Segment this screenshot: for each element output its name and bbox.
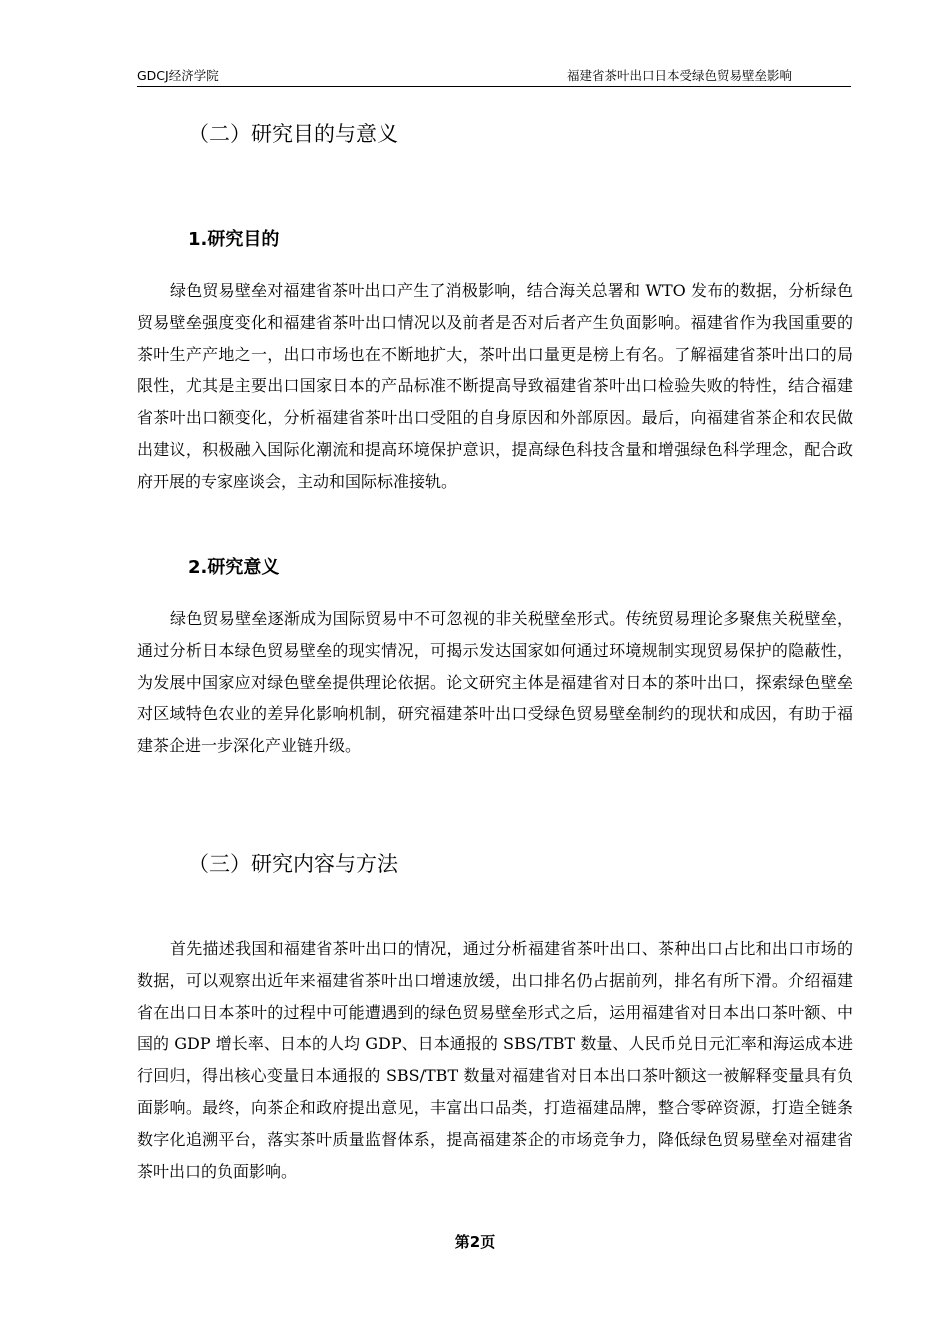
paragraph-purpose: 绿色贸易壁垒对福建省茶叶出口产生了消极影响，结合海关总署和 WTO 发布的数据，分析绿色贸易壁垒强度变化和福建省茶叶出口情况以及前者是否对后者产生负面影响。福建省作为我国重要的茶叶生产产地之一，出口市场也在不断地扩大，茶叶出口量更是榜上有名。了解福建省茶叶出口的局限性，尤其是主要出口国家日本的产品标准不断提高导致福建省茶叶出口检验失败的特性，结合福建省茶叶出口额变化，分析福建省茶叶出口受阻的自身原因和外部原因。最后，向福建省茶企和农民做出建议，积极融入国际化潮流和提高环境保护意识，提高绿色科技含量和增强绿色科学理念，配合政府开展的专家座谈会，主动和国际标准接轨。 [137, 281, 853, 491]
running-header-title: 福建省茶叶出口日本受绿色贸易壁垒影响 [566, 68, 792, 83]
page-number: 第2页 [454, 1233, 496, 1251]
subsection-heading-purpose: 1.研究目的 [188, 229, 280, 250]
subsection-heading-significance: 2.研究意义 [188, 557, 280, 578]
section-heading-content-method: （三）研究内容与方法 [188, 852, 398, 876]
header-divider [137, 86, 851, 87]
running-header-institution: GDCJ经济学院 [137, 68, 219, 83]
paragraph-content-method: 首先描述我国和福建省茶叶出口的情况，通过分析福建省茶叶出口、茶种出口占比和出口市场的数据，可以观察出近年来福建省茶叶出口增速放缓，出口排名仍占据前列，排名有所下滑。介绍福建省在出口日本茶叶的过程中可能遭遇到的绿色贸易壁垒形式之后，运用福建省对日本出口茶叶额、中国的 GDP 增长率、日本的人均 GDP、日本通报的 SBS/TBT 数量、人民币兑日元汇率和海运成本进行回归，得出核心变量日本通报的 SBS/TBT 数量对福建省对日本出口茶叶额这一被解释变量具有负面影响。最终，向茶企和政府提出意见，丰富出口品类，打造福建品牌，整合零碎资源，打造全链条数字化追溯平台，落实茶叶质量监督体系，提高福建茶企的市场竞争力，降低绿色贸易壁垒对福建省茶叶出口的负面影响。 [137, 939, 853, 1181]
paragraph-significance: 绿色贸易壁垒逐渐成为国际贸易中不可忽视的非关税壁垒形式。传统贸易理论多聚焦关税壁垒，通过分析日本绿色贸易壁垒的现实情况，可揭示发达国家如何通过环境规制实现贸易保护的隐蔽性，为发展中国家应对绿色壁垒提供理论依据。论文研究主体是福建省对日本的茶叶出口，探索绿色壁垒对区域特色农业的差异化影响机制，研究福建茶叶出口受绿色贸易壁垒制约的现状和成因，有助于福建茶企进一步深化产业链升级。 [137, 609, 853, 756]
section-heading-purpose-significance: （二）研究目的与意义 [188, 122, 398, 146]
